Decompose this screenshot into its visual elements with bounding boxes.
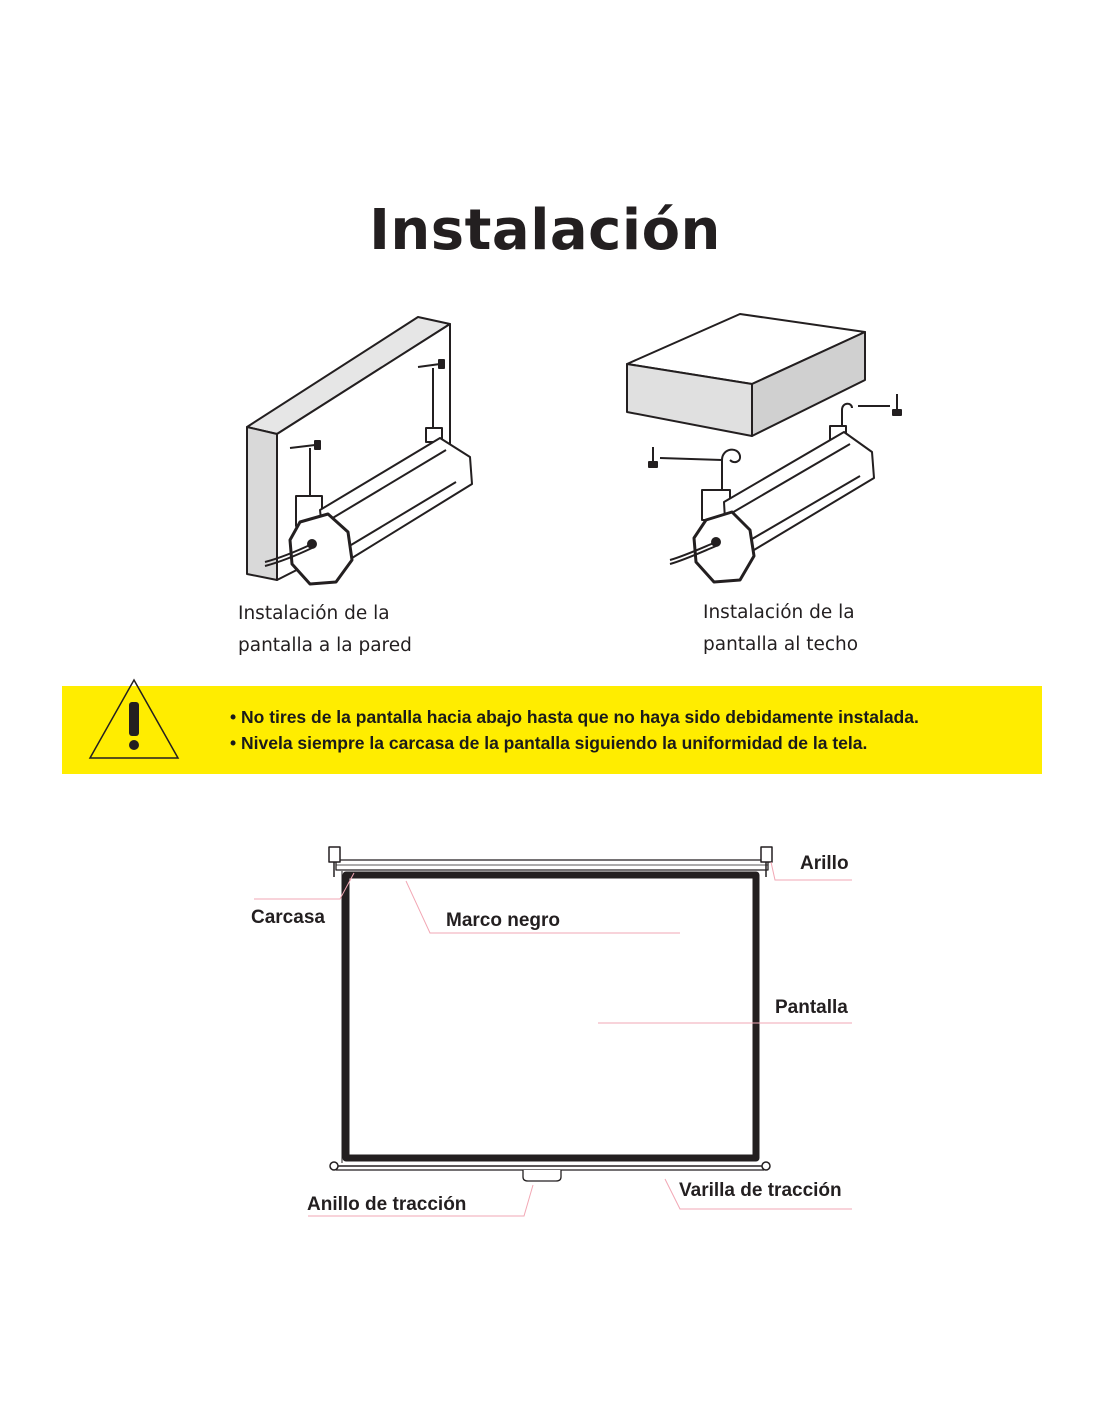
ceiling-installation-illustration [622,312,922,592]
caption-line: Instalación de la [238,603,390,624]
label-marco-negro: Marco negro [446,910,561,931]
page-title: Instalación [369,198,721,263]
label-arillo: Arillo [800,853,849,874]
screw-icon [858,394,901,415]
label-pantalla: Pantalla [775,997,848,1018]
leader-carcasa [254,873,354,899]
screw-icon [649,447,722,467]
warning-item: • No tires de la pantalla hacia abajo hasta que no haya sido debidamente instalada. [230,704,919,730]
wall-installation-illustration [240,312,490,592]
wall-installation-caption [238,598,412,662]
warning-list [230,704,919,756]
warning-triangle-icon [88,678,180,762]
pull-ring [523,1170,561,1181]
warning-item: • Nivela siempre la carcasa de la pantalla siguiendo la uniformidad de la tela. [230,730,919,756]
warning-box [62,686,1042,774]
wall-slab-front [247,427,277,580]
ceiling-hook [722,450,740,490]
caption-line: pantalla al techo [703,634,859,655]
caption-line: Instalación de la [703,602,855,623]
label-anillo-traccion: Anillo de tracción [307,1194,467,1215]
end-cap-right [761,847,772,862]
label-varilla-traccion: Varilla de tracción [679,1180,842,1201]
screen-parts-diagram [240,835,860,1225]
end-cap-left [329,847,340,862]
label-carcasa: Carcasa [251,907,325,928]
caption-line: pantalla a la pared [238,635,412,656]
ceiling-installation-caption [703,597,858,661]
